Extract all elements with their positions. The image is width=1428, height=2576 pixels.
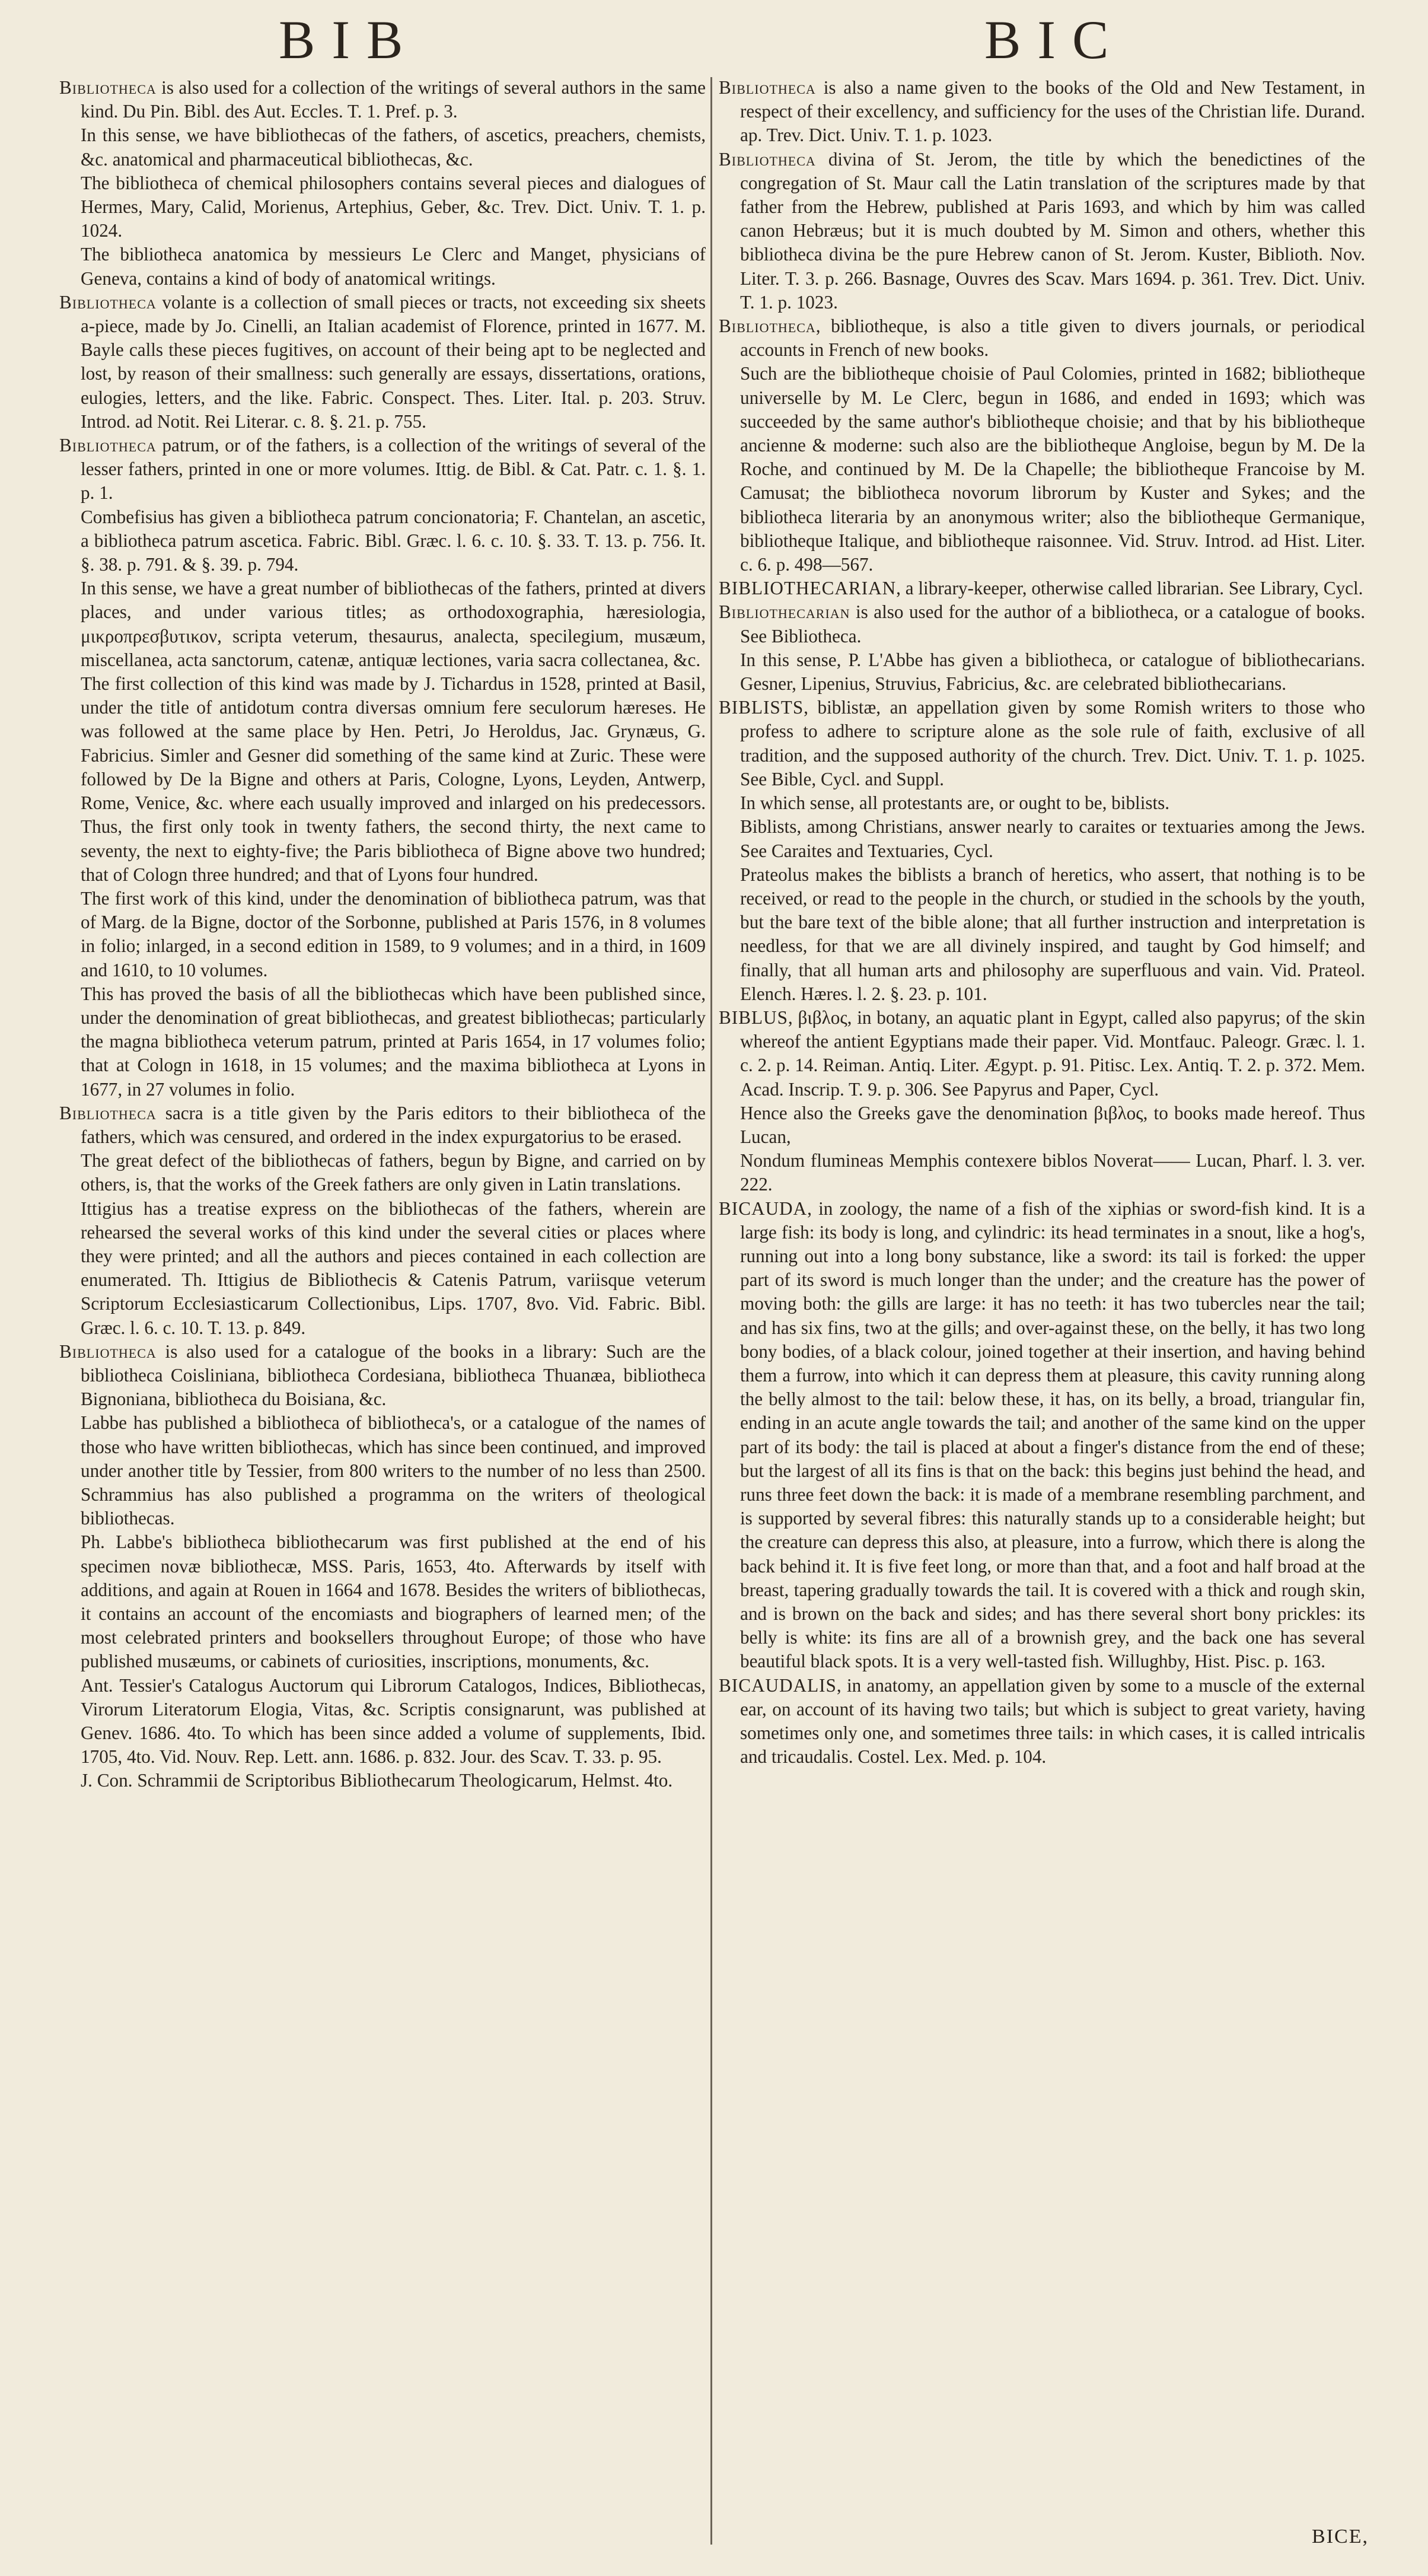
dictionary-entry: [719, 1197, 1365, 1674]
running-head-left: BIB: [279, 9, 420, 70]
headword: BICAUDALIS: [719, 1674, 837, 1696]
entry-text: The bibliotheca anatomica by messieurs Le Clerc and Manget, physicians of Geneva, contains a kind of body of anatomical writings.: [81, 244, 706, 289]
headword: BIBLIOTHECARIAN: [719, 578, 897, 599]
headword: Bibliotheca: [719, 316, 816, 337]
entry-text: Ph. Labbe's bibliotheca bibliothecarum was first published at the end of his specimen novæ bibliothecæ, MSS. Paris, 1653, 4to. Afterwards by itself with additions, and again at Rouen in 1664 and 1678. Besides the writers of bibliothecas, it contains an account of the encomiasts and biographers of learned men; of the most celebrated printers and booksellers throughout Europe; of those who have published musæums, or cabinets of curiosities, inscriptions, monuments, &c.: [81, 1531, 706, 1672]
right-column: [719, 76, 1365, 2377]
entry-text: In which sense, all protestants are, or ought to be, biblists.: [740, 792, 1170, 814]
entry-paragraph: [59, 672, 706, 887]
entry-paragraph: [59, 577, 706, 672]
entry-text: Such are the bibliotheque choisie of Paul Colomies, printed in 1682; bibliotheque universelle by M. Le Clerc, begun in 1686, and ended in 1693; which was succeeded by the same author's bibliotheque choisie; and that by his bibliotheque ancienne & moderne: such also are the bibliotheque Angloise, begun by M. De la Roche, and continued by M. De la Chapelle; the bibliotheque Francoise by M. Camusat; the bibliotheca novorum librorum by Kuster and Sykes; and the bibliotheca literaria by an anonymous writer; also the bibliotheque Germanique, bibliotheque Italique, and bibliotheque raisonnee. Vid. Struv. Introd. ad Hist. Liter. c. 6. p. 498—567.: [740, 363, 1365, 575]
entry-paragraph: [59, 887, 706, 982]
headword: Bibliotheca: [719, 148, 816, 170]
entry-text: Nondum flumineas Memphis contexere biblos Noverat—— Lucan, Pharf. l. 3. ver. 222.: [740, 1150, 1365, 1195]
entry-paragraph: [719, 1101, 1365, 1149]
entry-text: , in anatomy, an appellation given by some to a muscle of the external ear, on account of its having two tails; but which is subject to great variety, having sometimes only one, and sometimes three tails: in which cases, it is called intricalis and tricaudalis. Costel. Lex. Med. p. 104.: [740, 1674, 1365, 1768]
entry-text: Combefisius has given a bibliotheca patrum concionatoria; F. Chantelan, an ascetic, a bibliotheca patrum ascetica. Fabric. Bibl. Græc. l. 6. c. 10. §. 33. T. 13. p. 756. It. §. 38. p. 791. & §. 39. p. 794.: [81, 506, 706, 575]
dictionary-entry: [59, 291, 706, 434]
entry-text: The great defect of the bibliothecas of fathers, begun by Bigne, and carried on by others, is, that the works of the Greek fathers are only given in Latin translations.: [81, 1150, 706, 1195]
entry-paragraph: [59, 505, 706, 577]
entry-paragraph: [719, 791, 1365, 815]
entry-text: Biblists, among Christians, answer nearly to caraites or textuaries among the Jews. See Caraites and Textuaries, Cycl.: [740, 816, 1365, 861]
dictionary-entry: [719, 76, 1365, 148]
entry-paragraph: [59, 1149, 706, 1196]
entry-paragraph: [59, 1411, 706, 1530]
left-column: [59, 76, 706, 2573]
running-head-right: BIC: [984, 9, 1126, 70]
entry-paragraph: [719, 362, 1365, 577]
entry-text: is also used for a collection of the writings of several authors in the same kind. Du Pin. Bibl. des Aut. Eccles. T. 1. Pref. p. 3.: [81, 77, 706, 122]
entry-text: Labbe has published a bibliotheca of bibliotheca's, or a catalogue of the names of those who have written bibliothecas, which has since been continued, and improved under another title by Tessier, from 800 writers to the number of no less than 2500. Schrammius has also published a programma on the writers of theological bibliothecas.: [81, 1412, 706, 1529]
headword: Bibliotheca: [719, 77, 816, 98]
entry-text: , a library-keeper, otherwise called librarian. See Library, Cycl.: [896, 578, 1363, 599]
entry-text: Hence also the Greeks gave the denomination βιβλος, to books made hereof. Thus Lucan,: [740, 1102, 1365, 1147]
entry-text: J. Con. Schrammii de Scriptoribus Bibliothecarum Theologicarum, Helmst. 4to.: [81, 1770, 673, 1791]
entry-text: The first collection of this kind was made by J. Tichardus in 1528, printed at Basil, under the title of antidotum contra diversas omnium fere seculorum hæreses. He was followed at the same place by Hen. Petri, Jo Heroldus, Jac. Grynæus, G. Fabricius. Simler and Gesner did something of the same kind at Zuric. These were followed by De la Bigne and others at Paris, Cologne, Lyons, Leyden, Antwerp, Rome, Venice, &c. where each usually improved and inlarged on his predecessors. Thus, the first only took in twenty fathers, the second thirty, the next came to seventy, the next to eighty-five; the Paris bibliotheca of Bigne above two hundred; that of Cologn three hundred; and that of Lyons four hundred.: [81, 673, 706, 885]
dictionary-entry: [719, 1674, 1365, 1769]
entry-text: volante is a collection of small pieces or tracts, not exceeding six sheets a-piece, made by Jo. Cinelli, an Italian academist of Florence, printed in 1677. M. Bayle calls these pieces fugitives, on account of their being apt to be neglected and lost, by reason of their smallness: such generally are essays, dissertations, orations, eulogies, letters, and the like. Fabric. Conspect. Thes. Liter. Ital. p. 203. Struv. Introd. ad Notit. Rei Literar. c. 8. §. 21. p. 755.: [81, 291, 706, 432]
entry-text: The bibliotheca of chemical philosophers contains several pieces and dialogues of Hermes, Mary, Calid, Morienus, Artephius, Geber, &c. Trev. Dict. Univ. T. 1. p. 1024.: [81, 172, 706, 241]
entry-paragraph: [59, 1769, 706, 1792]
entry-paragraph: [719, 863, 1365, 1006]
entry-paragraph: [59, 123, 706, 171]
entry-text: divina of St. Jerom, the title by which the benedictines of the congregation of St. Maur call the Latin translation of the scriptures made by that father from the Hebrew, published at Paris 1693, and which by him was called canon Hebræus; but it is much doubted by M. Simon and others, whether this bibliotheca divina be the pure Hebrew canon of St. Jerom. Kuster, Biblioth. Nov. Liter. T. 3. p. 266. Basnage, Ouvres des Scav. Mars 1694. p. 361. Trev. Dict. Univ. T. 1. p. 1023.: [740, 148, 1365, 313]
entry-text: patrum, or of the fathers, is a collection of the writings of several of the lesser fathers, printed in one or more volumes. Ittig. de Bibl. & Cat. Patr. c. 1. §. 1. p. 1.: [81, 435, 706, 504]
headword: Bibliotheca: [59, 1102, 157, 1123]
headword: Bibliotheca: [59, 1340, 157, 1362]
catchword: BICE,: [1312, 2526, 1369, 2548]
entry-text: Ittigius has a treatise express on the bibliothecas of the fathers, wherein are rehearsed the several works of this kind under the several cities or places where they were printed; and all the authors and pieces contained in each collection are enumerated. Th. Ittigius de Bibliothecis & Catenis Patrum, variisque veterum Scriptorum Ecclesiasticarum Collectionibus, Lips. 1707, 8vo. Vid. Fabric. Bibl. Græc. l. 6. c. 10. T. 13. p. 849.: [81, 1198, 706, 1338]
headword: Bibliotheca: [59, 435, 157, 456]
entry-text: The first work of this kind, under the denomination of bibliotheca patrum, was that of Marg. de la Bigne, doctor of the Sorbonne, published at Paris 1576, in 8 volumes in folio; inlarged, in a second edition in 1589, to 9 volumes; and in a third, in 1609 and 1610, to 10 volumes.: [81, 887, 706, 980]
headword: Bibliothecarian: [719, 601, 850, 623]
entry-text: is also used for the author of a bibliotheca, or a catalogue of books. See Bibliotheca.: [740, 601, 1365, 647]
dictionary-entry: [59, 1101, 706, 1149]
dictionary-entry: [59, 1340, 706, 1412]
entry-text: sacra is a title given by the Paris editors to their bibliotheca of the fathers, which was censured, and ordered in the index expurgatorius to be erased.: [81, 1102, 706, 1147]
dictionary-entry: [719, 314, 1365, 362]
entry-text: This has proved the basis of all the bibliothecas which have been published since, under the denomination of great bibliothecas, and greatest bibliothecas; particularly the magna bibliotheca veterum patrum, printed at Paris 1654, in 17 volumes folio; that at Cologn in 1618, in 15 volumes; and the maxima bibliotheca at Lyons in 1677, in 27 volumes in folio.: [81, 983, 706, 1100]
column-divider: [710, 77, 712, 2545]
headword: Bibliotheca: [59, 77, 157, 98]
entry-text: In this sense, P. L'Abbe has given a bibliotheca, or catalogue of bibliothecarians. Gesner, Lipenius, Struvius, Fabricius, &c. are celebrated bibliothecarians.: [740, 649, 1365, 695]
entry-paragraph: [59, 171, 706, 243]
dictionary-entry: [59, 76, 706, 123]
entry-paragraph: [59, 982, 706, 1101]
entry-text: , in zoology, the name of a fish of the xiphias or sword-fish kind. It is a large fish: its body is long, and cylindric: its head terminates in a snout, like a hog's, running out into a long bony substance, like a sword: its tail is forked: the upper part of its sword is much longer than the under; and the creature has the power of moving both: the gills are large: it has no teeth: it has two tubercles near the tail; and has six fins, two at the gills; and over-against these, on the belly, it has two long bony bodies, of a black colour, joined together at their insertion, and having behind them a furrow, into which it can depress them at pleasure, this cavity running along the belly almost to the tail: below these, it has, on its belly, a broad, triangular fin, ending in an acute angle towards the tail; and another of the same kind on the upper part of its body: the tail is placed at about a finger's distance from the end of these; but the largest of all its fins is that on the back: this begins just behind the head, and runs three feet down the back: it is made of a membrane resembling parchment, and is supported by several fibres: this naturally stands up to a considerable height; but the creature can depress this also, at pleasure, into a furrow, which there is along the back behind it. It is five feet long, or more than that, and a foot and half broad at the breast, tapering gradually towards the tail. It is covered with a thick and rough skin, and is brown on the back and sides; and has there several short bony prickles: its belly is white: its fins are all of a brownish grey, and the back one has several beautiful black spots. It is a very well-tasted fish. Willughby, Hist. Pisc. p. 163.: [740, 1198, 1365, 1672]
dictionary-entry: [719, 1006, 1365, 1101]
entry-paragraph: [719, 815, 1365, 862]
entry-text: Ant. Tessier's Catalogus Auctorum qui Librorum Catalogos, Indices, Bibliothecas, Virorum Literatorum Elogia, Vitas, &c. Scriptis consignarunt, was published at Genev. 1686. 4to. To which has been since added a volume of supplements, Ibid. 1705, 4to. Vid. Nouv. Rep. Lett. ann. 1686. p. 832. Jour. des Scav. T. 33. p. 95.: [81, 1674, 706, 1768]
entry-text: In this sense, we have a great number of bibliothecas of the fathers, printed at divers places, and under various titles; as orthodoxographia, hæresiologia, μικροπρεσβυτικον, scripta veterum, thesaurus, analecta, specilegium, musæum, miscellanea, acta sanctorum, catenæ, antiquæ lectiones, varia sacra collectanea, &c.: [81, 578, 706, 670]
entry-paragraph: [59, 1197, 706, 1340]
headword: BICAUDA: [719, 1198, 808, 1219]
dictionary-entry: [719, 148, 1365, 314]
entry-paragraph: [719, 1149, 1365, 1196]
entry-text: , bibliotheque, is also a title given to divers journals, or periodical accounts in French of new books.: [740, 316, 1365, 361]
entry-paragraph: [59, 243, 706, 290]
dictionary-entry: [719, 696, 1365, 791]
entry-text: is also used for a catalogue of the books in a library: Such are the bibliotheca Coisliniana, bibliotheca Cordesiana, bibliotheca Thuanæa, bibliotheca Bignoniana, bibliotheca du Boisiana, &c.: [81, 1340, 706, 1410]
entry-text: Prateolus makes the biblists a branch of heretics, who assert, that nothing is to be received, or read to the people in the church, or studied in the schools by the youth, but the bare text of the bible alone; that all further instruction and interpretation is needless, for that we are all divinely inspired, and taught by God himself; and finally, that all human arts and philosophy are superfluous and vain. Vid. Prateol. Elench. Hæres. l. 2. §. 23. p. 101.: [740, 864, 1365, 1004]
entry-paragraph: [719, 648, 1365, 696]
headword: BIBLUS: [719, 1007, 788, 1028]
entry-paragraph: [59, 1530, 706, 1673]
headword: BIBLISTS: [719, 697, 804, 718]
entry-text: , biblistæ, an appellation given by some Romish writers to those who profess to adhere to scripture alone as the sole rule of faith, exclusive of all tradition, and the supposed authority of the church. Trev. Dict. Univ. T. 1. p. 1025. See Bible, Cycl. and Suppl.: [740, 697, 1365, 789]
dictionary-entry: [719, 577, 1365, 600]
entry-text: In this sense, we have bibliothecas of the fathers, of ascetics, preachers, chemists, &c. anatomical and pharmaceutical bibliothecas, &c.: [81, 125, 706, 170]
dictionary-entry: [719, 600, 1365, 648]
dictionary-entry: [59, 434, 706, 505]
entry-text: , βιβλος, in botany, an aquatic plant in Egypt, called also papyrus; of the skin whereof the antient Egyptians made their paper. Vid. Montfauc. Paleogr. Græc. l. 1. c. 2. p. 14. Reiman. Antiq. Liter. Ægypt. p. 91. Pitisc. Lex. Antiq. T. 2. p. 372. Mem. Acad. Inscrip. T. 9. p. 306. See Papyrus and Paper, Cycl.: [740, 1007, 1365, 1100]
entry-paragraph: [59, 1674, 706, 1769]
entry-text: is also a name given to the books of the Old and New Testament, in respect of their excellency, and sufficiency for the uses of the Christian life. Durand. ap. Trev. Dict. Univ. T. 1. p. 1023.: [740, 77, 1365, 146]
headword: Bibliotheca: [59, 291, 157, 313]
